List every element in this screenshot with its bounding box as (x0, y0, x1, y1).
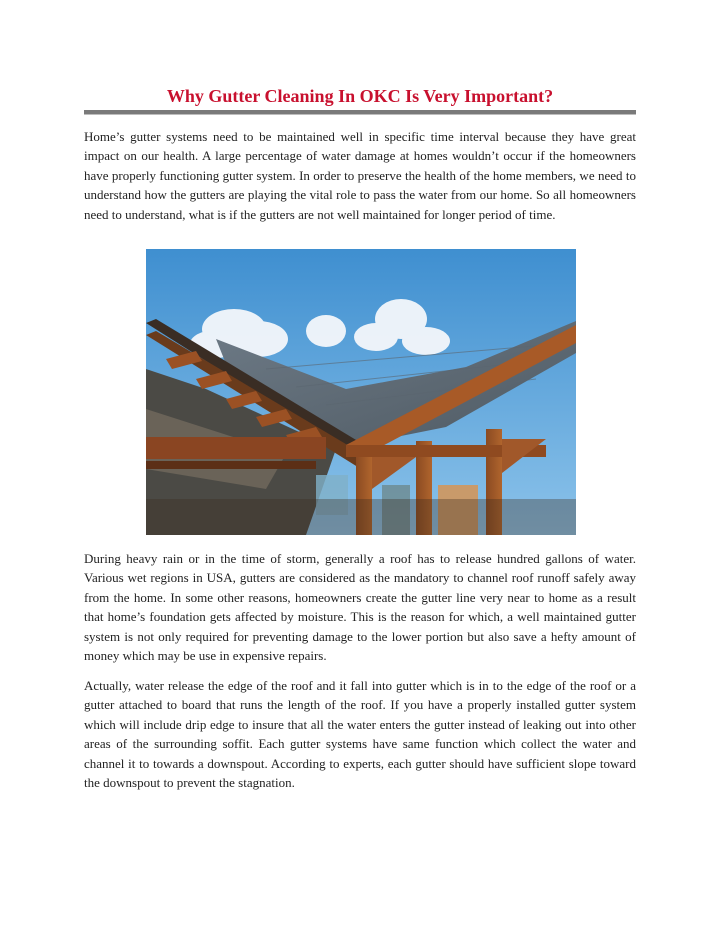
title-divider (84, 110, 636, 115)
paragraph-storm-runoff: During heavy rain or in the time of storm, generally a roof has to release hundred gallons of water. Various wet regions in USA, gutters are considered as the mandatory to channel roof runoff safely away from the home. In some other reasons, homeowners create the gutter line very near to home as a result that home’s foundation gets affected by moisture. This is the reason for which, a well maintained gutter system is not only required for preventing damage to the lower portion but also save a hefty amount of money which may be use in expensive repairs. (84, 551, 636, 664)
paragraph-gutter-function: Actually, water release the edge of the roof and it fall into gutter which is in to the edge of the roof or a gutter attached to board that runs the length of the roof. If you have a properly installed gutter system which will include drip edge to insure that all the water enters the gutter instead of leaking out into other areas of the surrounding soffit. Each gutter systems have same function which collect the water and channel it to towards a downspout. According to experts, each gutter should have sufficient slope toward the downspout to prevent the stagnation. (84, 678, 636, 791)
roof-gutter-photo (146, 249, 576, 535)
page-title: Why Gutter Cleaning In OKC Is Very Important? (166, 86, 554, 106)
paragraph-intro: Home’s gutter systems need to be maintained well in specific time interval because they have great impact on our health. A large percentage of water damage at homes wouldn’t occur if the homeowners have properly functioning gutter system. In order to preserve the health of the home members, we need to understand how the gutters are playing the vital role to pass the water from our home. So all homeowners need to understand, what is if the gutters are not well maintained for longer period of time. (84, 129, 636, 222)
